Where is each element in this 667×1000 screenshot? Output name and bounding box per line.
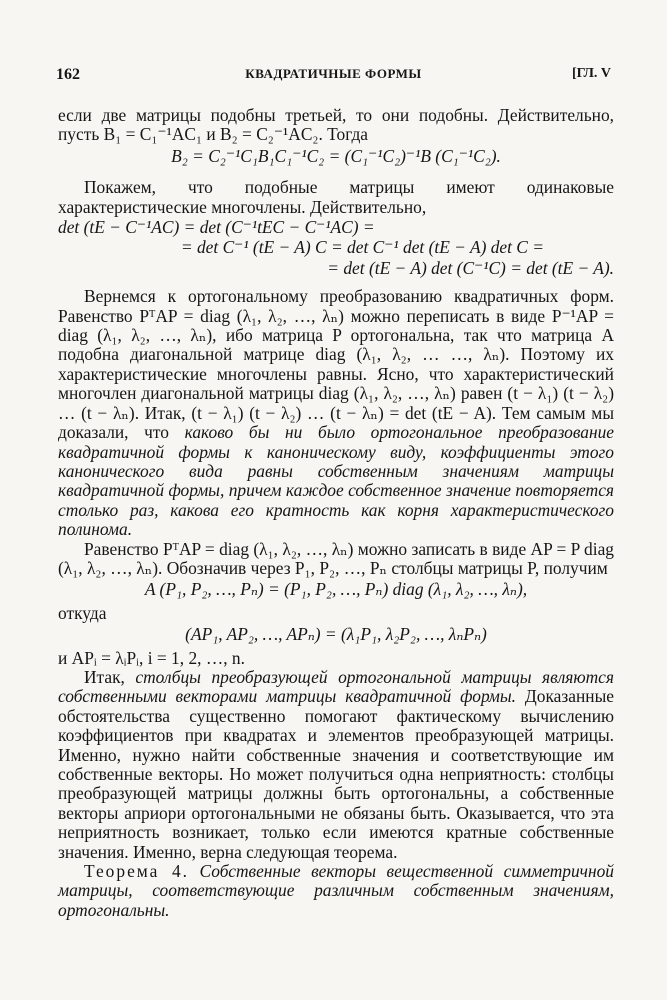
paragraph-5: откуда: [58, 602, 107, 623]
paragraph-6: и APᵢ = λᵢPᵢ, i = 1, 2, …, n.: [58, 647, 245, 668]
formula-det-1: det (tE − C⁻¹AC) = det (C⁻¹tEC − C⁻¹AC) =: [58, 217, 375, 238]
paragraph-4: Равенство PᵀAP = diag (λ₁, λ₂, …, λₙ) можно записать в виде AP = P diag (λ₁, λ₂, …, λₙ). Обозначив через P₁, P₂, …, Pₙ столбцы матрицы P, получим: [58, 538, 614, 578]
paragraph-3-emphasis: каково бы ни было ортогональное преобразование квадратичной формы к каноническому виду, коэффициенты этого канонического вида равны собственным значениям матрицы квадратичной формы, причем каждое собственное значение повторяется столько раз, какова его кратность как корня характеристического полинома.: [58, 422, 614, 540]
paragraph-7-start: Итак,: [84, 666, 136, 687]
paragraph-7: [58, 668, 614, 862]
theorem-4: [58, 862, 614, 920]
paragraph-2: Покажем, что подобные матрицы имеют одинаковые характеристические многочлены. Действительно,: [58, 177, 614, 217]
paragraph-3: [58, 287, 614, 539]
running-header: [56, 66, 611, 86]
paragraph-7-emphasis: столбцы преобразующей ортогональной матрицы являются собственными векторами матрицы квадратичной формы.: [58, 666, 614, 707]
formula-det-3: = det (tE − A) det (C⁻¹C) = det (tE − A).: [327, 257, 614, 278]
theorem-label: Теорема 4.: [84, 861, 189, 882]
page-number: 162: [56, 66, 80, 83]
page-body: [58, 106, 614, 920]
paragraph-7-rest: Доказанные обстоятельства существенно помогают фактическому вычислению коэффициентов при квадратах и элементов преобразующей матрицы. Именно, нужно найти собственные значения и соответствующие им собственные векторы. Но может получиться одна неприятность: столбцы преобразующей матрицы должны быть ортогональны, а собственные векторы априори ортогональными не обязаны быть. Оказывается, что эта неприятность возникает, только если имеются кратные собственные значения. Именно, верна следующая теорема.: [58, 686, 614, 862]
formula-eigen-columns: (AP₁, AP₂, …, APₙ) = (λ₁P₁, λ₂P₂, …, λₙPₙ): [185, 624, 487, 645]
chapter-label: [ГЛ. V: [572, 66, 611, 81]
theorem-statement: Собственные векторы вещественной симметричной матрицы, соответствующие различным собственным значениям, ортогональны.: [58, 861, 614, 920]
running-title: КВАДРАТИЧНЫЕ ФОРМЫ: [245, 66, 422, 81]
formula-similarity: B₂ = C₂⁻¹C₁B₁C₁⁻¹C₂ = (C₁⁻¹C₂)⁻¹B (C₁⁻¹C₂).: [171, 145, 501, 166]
paragraph-1: если две матрицы подобны третьей, то они подобны. Действительно, пусть B₁ = C₁⁻¹AC₁ и B₂ = C₂⁻¹AC₂. Тогда: [58, 105, 614, 145]
formula-det-2: = det C⁻¹ (tE − A) C = det C⁻¹ det (tE − A) det C =: [180, 237, 544, 258]
paragraph-3-text: Вернемся к ортогональному преобразованию квадратичных форм. Равенство PᵀAP = diag (λ₁, λ₂, …, λₙ) можно переписать в виде P⁻¹AP = diag (λ₁, λ₂, …, λₙ), ибо матрица P ортогональна, так что матрица A подобна диагональной матрице diag (λ₁, λ₂, … …, λₙ). Поэтому их характеристические многочлены равны. Ясно, что характеристический многочлен диагональной матрицы diag (λ₁, λ₂, …, λₙ) равен (t − λ₁) (t − λ₂) … (t − λₙ). Итак, (t − λ₁) (t − λ₂) … (t − λₙ) = det (tE − A). Тем самым мы доказали, что: [58, 286, 614, 443]
formula-columns: A (P₁, P₂, …, Pₙ) = (P₁, P₂, …, Pₙ) diag (λ₁, λ₂, …, λₙ),: [144, 579, 528, 600]
